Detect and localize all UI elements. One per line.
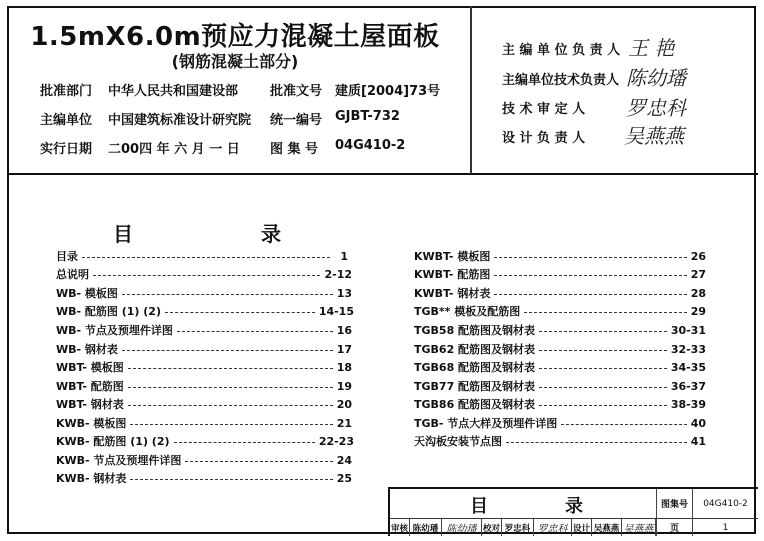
toc-item[interactable] [414, 247, 706, 265]
toc-item-label: 天沟板安装节点图 [414, 435, 502, 448]
toc-item[interactable] [56, 451, 352, 469]
toc-item-page: 20 [336, 397, 352, 411]
toc-item-page: 16 [336, 323, 352, 337]
toc-item-label: WB- 配筋图 (1) (2) [56, 305, 161, 318]
toc-item-page: 29 [690, 304, 706, 318]
leader-dots [494, 294, 686, 295]
toc-item-label: TGB58 配筋图及钢材表 [414, 324, 536, 337]
toc-item-page: 27 [690, 267, 706, 281]
title-block-char: 录 [565, 496, 583, 517]
toc-item-page: 34-35 [670, 360, 706, 374]
toc-item-label: KWB- 配筋图 (1) (2) [56, 435, 170, 448]
check-signature: 罗忠科 [534, 519, 572, 536]
toc-item-label: TGB- 节点大样及预埋件详图 [414, 417, 558, 430]
signature-label: 主编单位技术负责人 [502, 73, 620, 88]
toc-item-page: 24 [336, 453, 352, 467]
header-divider [7, 173, 758, 175]
review-signature: 陈幼璠 [442, 519, 482, 536]
atlas-subtitle: (钢筋混凝土部分) [171, 52, 299, 71]
toc-item-page: 40 [690, 416, 706, 430]
leader-dots [506, 442, 687, 443]
toc-item-label: KWB- 钢材表 [56, 472, 127, 485]
toc-item[interactable] [56, 432, 354, 450]
toc-item[interactable] [414, 358, 706, 376]
meta-label: 批准部门 [40, 84, 93, 99]
toc-item-page: 32-33 [670, 342, 706, 356]
toc-item[interactable] [414, 302, 706, 320]
toc-title-char: 目 [113, 222, 133, 246]
meta-label: 图 集 号 [270, 142, 319, 157]
meta-value: GJBT-732 [335, 109, 400, 124]
leader-dots [539, 350, 667, 351]
toc-item[interactable] [414, 321, 706, 339]
toc-item-label: WB- 模板图 [56, 287, 118, 300]
signature-label: 设 计 负 责 人 [502, 131, 586, 146]
atlas-title: 1.5mX6.0m预应力混凝土屋面板 [30, 22, 440, 52]
toc-item-label: WBT- 钢材表 [56, 398, 124, 411]
toc-item[interactable] [56, 284, 352, 302]
toc-item-label: KWBT- 模板图 [414, 250, 491, 263]
toc-item-label: 目录 [56, 250, 78, 263]
handwritten-signature: 王 艳 [628, 36, 675, 60]
toc-item-page: 21 [336, 416, 352, 430]
toc-item-page: 1 [340, 249, 348, 263]
toc-item-label: TGB62 配筋图及钢材表 [414, 343, 536, 356]
toc-item-label: TGB68 配筋图及钢材表 [414, 361, 536, 374]
meta-value: 中华人民共和国建设部 [108, 84, 239, 99]
toc-item-page: 28 [690, 286, 706, 300]
toc-item-page: 22-23 [318, 434, 354, 448]
leader-dots [82, 257, 330, 258]
leader-dots [93, 275, 320, 276]
toc-item-label: WBT- 模板图 [56, 361, 124, 374]
design-signature: 吴燕燕 [622, 519, 656, 536]
review-name: 陈幼璠 [410, 519, 442, 536]
toc-item[interactable] [414, 377, 706, 395]
toc-item[interactable] [56, 265, 352, 283]
toc-item[interactable] [56, 414, 352, 432]
toc-item[interactable] [56, 377, 352, 395]
leader-dots [539, 368, 667, 369]
toc-item[interactable] [414, 395, 706, 413]
leader-dots [128, 405, 333, 406]
leader-dots [122, 350, 333, 351]
leader-dots [174, 442, 315, 443]
toc-item-page: 19 [336, 379, 352, 393]
check-label: 校对 [482, 519, 502, 536]
signature-row [502, 39, 624, 58]
header-vertical-divider [470, 6, 472, 174]
signature-row [502, 98, 624, 117]
toc-item[interactable] [414, 432, 706, 450]
toc-item-label: KWB- 节点及预埋件详图 [56, 454, 182, 467]
leader-dots [539, 405, 667, 406]
signature-row [502, 69, 624, 88]
leader-dots [128, 368, 333, 369]
leader-dots [122, 294, 333, 295]
meta-value: 中国建筑标准设计研究院 [108, 113, 252, 128]
title-block [388, 487, 758, 536]
toc-item-page: 14-15 [318, 304, 354, 318]
toc-item-page: 30-31 [670, 323, 706, 337]
toc-item-label: WBT- 配筋图 [56, 380, 124, 393]
toc-item-label: WB- 节点及预埋件详图 [56, 324, 173, 337]
toc-item-page: 18 [336, 360, 352, 374]
meta-label: 统一编号 [270, 113, 323, 128]
handwritten-signature: 吴燕燕 [624, 124, 684, 148]
toc-item-page: 25 [336, 471, 352, 485]
signature-label: 主 编 单 位 负 责 人 [502, 43, 621, 58]
atlas-number-label: 图集号 [656, 489, 692, 518]
leader-dots [494, 275, 686, 276]
toc-item-page: 38-39 [670, 397, 706, 411]
toc-item-label: KWBT- 配筋图 [414, 268, 491, 281]
leader-dots [539, 387, 667, 388]
leader-dots [130, 424, 332, 425]
toc-item[interactable] [414, 265, 706, 283]
sign-row [390, 519, 656, 536]
leader-dots [165, 312, 315, 313]
title-block-title [390, 489, 656, 518]
handwritten-signature: 罗忠科 [626, 96, 686, 120]
toc-item-label: TGB86 配筋图及钢材表 [414, 398, 536, 411]
toc-item-label: KWB- 模板图 [56, 417, 127, 430]
toc-item[interactable] [56, 302, 354, 320]
toc-item[interactable] [56, 358, 352, 376]
toc-item[interactable] [56, 340, 352, 358]
leader-dots [128, 387, 333, 388]
toc-item[interactable] [56, 469, 352, 487]
page-value: 1 [692, 519, 758, 536]
leader-dots [130, 479, 332, 480]
signature-row [502, 127, 624, 146]
leader-dots [524, 312, 686, 313]
toc-item-label: TGB77 配筋图及钢材表 [414, 380, 536, 393]
toc-item-label: KWBT- 钢材表 [414, 287, 491, 300]
check-name: 罗忠科 [502, 519, 534, 536]
meta-value: 二00四 年 六 月 一 日 [108, 142, 240, 157]
title-block-char: 目 [470, 496, 488, 517]
leader-dots [177, 331, 333, 332]
meta-label: 批准文号 [270, 84, 323, 99]
toc-item[interactable] [414, 414, 706, 432]
toc-item-page: 26 [690, 249, 706, 263]
toc-item[interactable] [414, 284, 706, 302]
meta-value: 04G410-2 [335, 138, 406, 153]
leader-dots [185, 461, 332, 462]
toc-item-page: 36-37 [670, 379, 706, 393]
review-label: 审核 [390, 519, 410, 536]
atlas-number-value: 04G410-2 [692, 489, 758, 518]
leader-dots [494, 257, 686, 258]
signature-label: 技 术 审 定 人 [502, 102, 586, 117]
toc-item[interactable] [56, 247, 348, 265]
toc-item-label: WB- 钢材表 [56, 343, 118, 356]
toc-item-page: 13 [336, 286, 352, 300]
toc-title-char: 录 [261, 222, 281, 246]
toc-item-label: 总说明 [56, 268, 89, 281]
toc-item[interactable] [56, 395, 352, 413]
meta-label: 实行日期 [40, 142, 93, 157]
design-name: 吴燕燕 [592, 519, 622, 536]
page-label: 页 [656, 519, 692, 536]
leader-dots [539, 331, 667, 332]
meta-label: 主编单位 [40, 113, 93, 128]
toc-item-page: 2-12 [324, 267, 352, 281]
design-label: 设计 [572, 519, 592, 536]
toc-item-page: 41 [690, 434, 706, 448]
leader-dots [561, 424, 686, 425]
toc-item[interactable] [414, 340, 706, 358]
toc-item-label: TGB** 模板及配筋图 [414, 305, 521, 318]
handwritten-signature: 陈幼璠 [626, 66, 686, 90]
toc-item[interactable] [56, 321, 352, 339]
meta-value: 建质[2004]73号 [335, 84, 441, 99]
toc-item-page: 17 [336, 342, 352, 356]
